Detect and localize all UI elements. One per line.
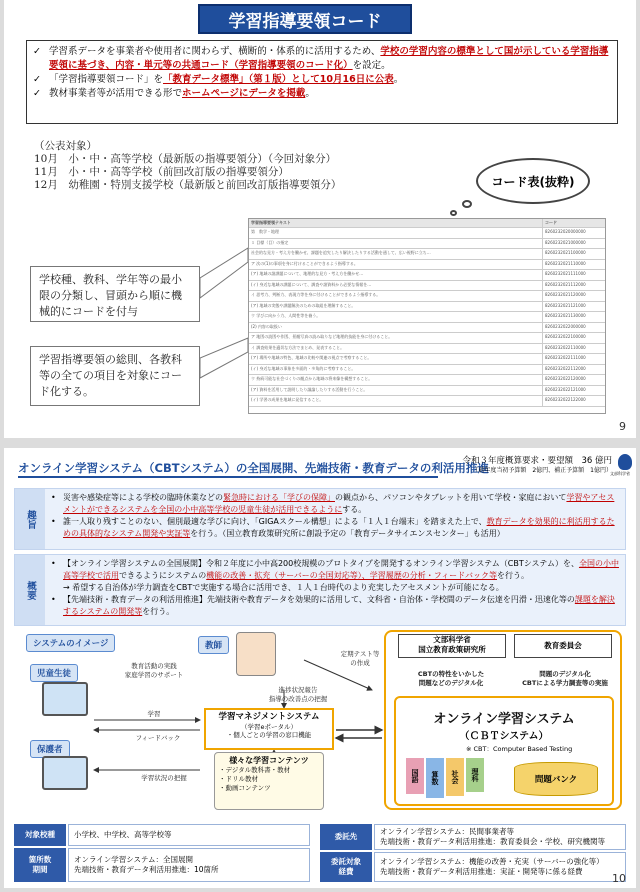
row-code: 8260232022111000 (545, 355, 586, 360)
contents-item: ・動画コンテンツ (219, 784, 271, 792)
board-box: 教育委員会 (514, 634, 612, 658)
mgmt-title: 学習マネジメントシステム (218, 712, 320, 722)
table-row (249, 281, 605, 292)
code-table-callout: コード表(抜粋) (476, 158, 590, 204)
row-code: 8260232022122000 (545, 397, 586, 402)
publication-row: 10月 小・中・高等学校（最新版の指導要領分）（今回対象分） (34, 153, 337, 165)
row-text: (ア) 場所や地域の特色、地域の比較や関連の視点で考察すること。 (249, 354, 543, 364)
budget-sub: （前年度当初予算額 2億円、補正予算額 1億円） (472, 467, 612, 474)
row-text: 第 数学・地理 (249, 228, 543, 238)
budget-info (452, 456, 612, 476)
expense-line: オンライン学習システム：機能の改善・充実（サーバーの強化等） (380, 857, 604, 866)
note-coverage: 学習指導要領の総則、各教科等の全ての項目を対象にコード化する。 (30, 346, 200, 406)
teacher-icon (236, 632, 276, 676)
row-text: (2) 内容の取扱い (249, 323, 543, 333)
footer-table (14, 824, 626, 884)
slide-10 (4, 448, 636, 888)
row-code: 8260232020000000 (545, 229, 586, 234)
bullet-item: ✓ 「学習指導要領コード」を「教育データ標準」（第１版）として10月16日に公表。 (33, 74, 404, 85)
board-desc: 問題のデジタル化 CBTによる学力調査等の実施 (522, 670, 608, 687)
period-line: 先端技術・教育データ利活用推進：10箇所 (74, 865, 219, 874)
row-code: 8260232021100000 (545, 250, 586, 255)
expense-value (374, 852, 626, 882)
row-code: 8260232022000000 (545, 323, 586, 329)
table-row (249, 344, 605, 355)
purpose-item: • 誰一人取り残すことのない、個別最適な学びに向け、「GIGAスクール構想」による「１人１台端末」を踏まえた上で、教育データを効果的に利活用するための具体的なシステム開発や実証等を行う。（国立教育政策研究所に創設予定の「教育データサイエンスセンター」も活用） (51, 517, 615, 538)
table-row (249, 365, 605, 376)
mext-logo-icon (618, 454, 632, 470)
table-row (249, 312, 605, 323)
commission-value (374, 824, 626, 850)
row-text: ウ 持続可能な社会づくりの観点から地域の将来像を構想すること。 (249, 375, 543, 385)
row-text: １ 目標（目）の指定 (249, 239, 543, 249)
question-bank-icon: 問題バンク (514, 762, 598, 796)
row-text: (ア) 地域の諸課題について、地理的な見方・考え方を働かせ… (249, 270, 543, 280)
purpose-text (51, 492, 619, 540)
arrow-shape (200, 338, 248, 378)
table-row (249, 249, 605, 260)
code-table (248, 218, 606, 414)
purpose-item: • 災害や感染症等による学校の臨時休業などの緊急時における「学びの保障」の観点から、パソコンやタブレットを用いて学校・家庭において学習やアセスメントができるシステムを全国の小中高等学校の児童生徒が活用できるようにする。 (51, 493, 615, 514)
row-code: 8260232022120000 (545, 376, 586, 381)
cbt-system (394, 696, 614, 806)
overview-label: 概要 (15, 555, 45, 625)
commission-line: 先端技術・教育データ利活用推進：教育委員会・学校、研究機関等 (380, 837, 605, 846)
publication-heading: （公表対象） (34, 140, 97, 152)
publication-schedule (34, 140, 341, 192)
textbook-stack (406, 758, 484, 798)
commission-line: オンライン学習システム：民間事業者等 (380, 827, 515, 836)
teacher-label: 教師 (198, 636, 229, 654)
row-code: 8260232021111000 (545, 271, 586, 276)
purpose-label: 趣旨 (15, 489, 45, 549)
page-number: 9 (619, 420, 626, 433)
summary-bullets (26, 40, 618, 124)
book-icon: 算数 (426, 758, 444, 798)
row-code: 8260232021120000 (545, 292, 586, 297)
table-row (249, 228, 605, 239)
learning-management-system (204, 708, 334, 750)
period-value (68, 848, 310, 882)
table-row (249, 291, 605, 302)
slide-9 (4, 0, 636, 438)
row-text: イ 調査結果を適切な方法でまとめ、発表すること。 (249, 344, 543, 354)
row-code: 8260232021000000 (545, 239, 586, 245)
target-label: 対象校種 (14, 824, 66, 846)
period-line: オンライン学習システム：全国展開 (74, 855, 194, 864)
table-row (249, 386, 605, 397)
check-icon: ✓ (33, 88, 41, 99)
regular-test-text: 定期テスト等 の作成 (340, 650, 380, 667)
feedback-arrow-label: フィードバック (135, 734, 181, 742)
table-row (249, 239, 605, 250)
system-image-label: システムのイメージ (26, 634, 115, 652)
book-icon: 社会 (446, 758, 464, 796)
slide-title: オンライン学習システム（CBTシステム）の全国展開、先端技術・教育データの利活用推進 (18, 461, 489, 475)
row-text: ア 次の(1)の事項を身に付けることができるよう指導する。 (249, 260, 543, 270)
overview-item: • 【先端技術・教育データの利活用推進】先端技術や教育データを効果的に活用して、文科省・自治体・学校間のデータ伝達を円滑・迅速化等の課題を解決するシステムの開発等を行う。 (51, 595, 615, 616)
row-code: 8260232021130000 (545, 313, 586, 318)
publication-row: 12月 幼稚園・特別支援学校（最新版と前回改訂版指導要領分） (34, 179, 342, 191)
table-row (249, 323, 605, 334)
row-text: (イ) 身近な地域の事象を多面的・多角的に考察すること。 (249, 365, 543, 375)
book-icon: 国語 (406, 758, 424, 794)
table-row (249, 333, 605, 344)
contents-item: ・デジタル教科書・教材 (219, 766, 291, 774)
mgmt-item: ・個人ごとの学習の窓口機能 (226, 731, 312, 739)
row-code: 8260232022121000 (545, 386, 586, 392)
logo-caption: 文部科学省 (610, 471, 630, 476)
system-diagram (14, 630, 626, 814)
mgmt-sub: （学習eポータル） (241, 723, 297, 731)
row-text: (ア) 地域の実態や課題解決のための取組を理解すること。 (249, 302, 543, 312)
contents-item: ・ドリル教材 (219, 775, 258, 783)
support-text: 教育活動の実践 家庭学習のサポート (124, 662, 184, 679)
learning-contents (214, 752, 324, 810)
row-text: (ア) 資料を活用して説明したり議論したりする活動を行うこと。 (249, 386, 543, 396)
title-underline (18, 476, 438, 478)
slide-title: 学習指導要領コード (198, 4, 412, 34)
table-row (249, 302, 605, 313)
row-code: 8260232022100000 (545, 334, 586, 339)
page-number: 10 (612, 872, 626, 885)
overview-item: • 【オンライン学習システムの全国展開】令和２年度に小中高200校規模のプロトタイプを開発するオンライン学習システム（CBTシステム）を、全国の小中高等学校で活用できるようにシステムの機能の改善・拡充（サーバーの全国対応等）、学習履歴の分析・フィードバック等を行う。 (51, 559, 619, 580)
guardian-pc-icon (42, 756, 88, 790)
contents-title: 様々な学習コンテンツ (229, 756, 309, 765)
publication-row: 11月 小・中・高等学校（前回改訂版の指導要領分） (34, 166, 289, 178)
purpose-section (14, 488, 626, 550)
row-text: ウ 学びに向かう力、人間性等を養う。 (249, 312, 543, 322)
row-text: (イ) 身近な地域の課題について、調査や諸資料から必要な情報を… (249, 281, 543, 291)
mext-box: 文部科学省 国立教育政策研究所 (398, 634, 506, 658)
row-text: 社会的な見方・考え方を働かせ、課題を追究したり解決したりする活動を通して、広い視野に立ち… (249, 249, 543, 259)
table-row (249, 396, 605, 407)
header-code: コード (545, 220, 557, 225)
cbt-note: ※ CBT：Computer Based Testing (466, 745, 573, 753)
target-value: 小学校、中学校、高等学校等 (68, 824, 310, 846)
bullet-item: ✓ 教材事業者等が活用できる形でホームページにデータを掲載。 (33, 88, 315, 99)
expense-line: 先端技術・教育データ利活用推進：実証・開発等に係る経費 (380, 867, 583, 876)
overview-section (14, 554, 626, 626)
table-header (249, 219, 605, 228)
row-code: 8260232021112000 (545, 281, 586, 287)
table-row (249, 375, 605, 386)
status-text: 学習状況の把握 (141, 774, 187, 782)
thought-dot (462, 200, 472, 208)
note-classification: 学校種、教科、学年等の最小限の分類し、冒頭から順に機械的にコードを付与 (30, 266, 200, 322)
mext-desc: CBTの特性をいかした 問題などのデジタル化 (417, 670, 485, 687)
learning-arrow-label: 学習 (147, 710, 161, 718)
check-icon: ✓ (33, 46, 41, 57)
row-text: イ 思考力、判断力、表現力等を身に付けることができるよう指導する。 (249, 291, 543, 301)
progress-text: 進捗状況報告 指導の改善点の把握 (268, 686, 328, 703)
table-row (249, 270, 605, 281)
row-code: 8260232022110000 (545, 344, 586, 350)
row-code: 8260232022112000 (545, 365, 586, 371)
row-text: (イ) 学習の成果を地域に発信すること。 (249, 396, 543, 406)
header-text: 学習指導要領テキスト (249, 219, 543, 227)
note-arrows (200, 218, 250, 408)
check-icon: ✓ (33, 74, 41, 85)
table-row (249, 260, 605, 271)
student-label: 児童生徒 (30, 664, 78, 682)
arrow-shape (200, 248, 248, 298)
row-code: 8260232021110000 (545, 260, 586, 266)
thought-dot (450, 210, 457, 216)
overview-text (51, 558, 619, 618)
book-icon: 理科 (466, 758, 484, 792)
cbt-sub: （ＣＢＴシステム） (459, 731, 549, 742)
row-code: 8260232021121000 (545, 302, 586, 308)
budget-amount: 令和３年度概算要求・要望額 36 億円 (462, 456, 612, 466)
commission-label: 委託先 (320, 824, 372, 850)
guardian-label: 保護者 (30, 740, 70, 758)
overview-item: → 希望する自治体が学力調査をCBTで実施する場合に活用でき、１人１台時代のより充実したアセスメントが可能になる。 (63, 583, 504, 592)
row-text: ア 地図の読図や作図、景観写真の読み取りなど地理的技能を身に付けること。 (249, 333, 543, 343)
student-pc-icon (42, 682, 88, 716)
cbt-title: オンライン学習システム (433, 712, 575, 727)
table-row (249, 354, 605, 365)
expense-label: 委託対象 経費 (320, 852, 372, 882)
bullet-item: ✓ 学習系データを事業者や使用者に関わらず、横断的・体系的に活用するため、学校の学習内容の標準として国が示している学習指導要領に基づき、内容・単元等の共通コード（学習指導要領のコード化）を設定。 (33, 46, 609, 71)
period-label: 箇所数 期間 (14, 848, 66, 882)
